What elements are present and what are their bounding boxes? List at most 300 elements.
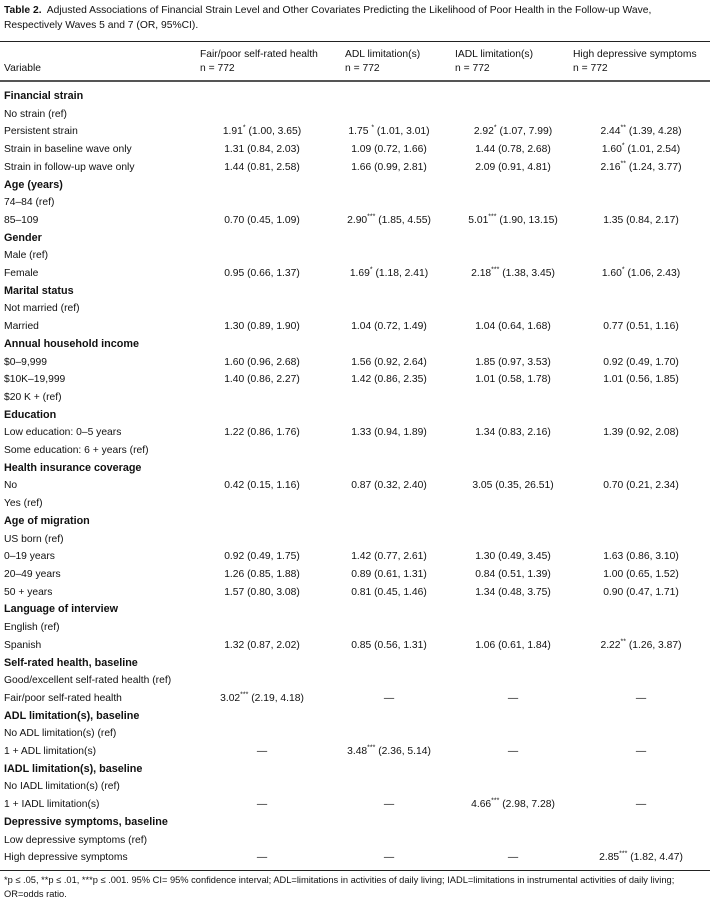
table-row bbox=[0, 778, 710, 796]
section-row bbox=[0, 230, 710, 248]
estimate-cell bbox=[572, 123, 710, 141]
odds-ratio: 3.48 bbox=[347, 746, 368, 758]
estimate-cell bbox=[324, 407, 454, 425]
estimate-cell bbox=[200, 690, 324, 708]
estimate-cell bbox=[454, 548, 572, 566]
estimate-cell bbox=[454, 655, 572, 673]
confidence-interval: (0.81, 2.58) bbox=[247, 161, 300, 173]
confidence-interval: (0.86, 2.27) bbox=[247, 374, 300, 386]
estimate-cell bbox=[454, 336, 572, 354]
confidence-interval: (1.26, 3.87) bbox=[628, 639, 682, 651]
estimate-cell bbox=[200, 708, 324, 726]
variable-label: Strain in follow-up wave only bbox=[4, 161, 135, 173]
estimate-cell bbox=[324, 318, 454, 336]
estimate-cell bbox=[200, 796, 324, 814]
estimate-cell bbox=[572, 407, 710, 425]
estimate-cell bbox=[454, 566, 572, 584]
estimate-cell bbox=[454, 300, 572, 318]
estimate-cell bbox=[200, 389, 324, 407]
odds-ratio: 0.92 bbox=[224, 551, 245, 563]
estimate-cell bbox=[200, 637, 324, 655]
estimate-cell bbox=[572, 442, 710, 460]
estimate-cell bbox=[324, 141, 454, 159]
confidence-interval: (0.86, 1.76) bbox=[247, 427, 300, 439]
estimate-cell bbox=[572, 371, 710, 389]
confidence-interval: (0.32, 2.40) bbox=[374, 480, 427, 492]
section-row bbox=[0, 814, 710, 832]
estimate-cell bbox=[324, 88, 454, 106]
variable-label: Fair/poor self-rated health bbox=[4, 692, 122, 704]
odds-ratio: 1.56 bbox=[351, 356, 372, 368]
variable-label: No bbox=[4, 480, 18, 492]
estimate-cell bbox=[572, 637, 710, 655]
estimate-cell bbox=[200, 247, 324, 265]
odds-ratio: 0.95 bbox=[224, 268, 245, 280]
estimate-cell bbox=[324, 796, 454, 814]
section-heading: Self-rated health, baseline bbox=[4, 656, 138, 669]
odds-ratio: 1.35 bbox=[603, 214, 624, 226]
odds-ratio: 1.34 bbox=[475, 427, 496, 439]
estimate-cell bbox=[454, 106, 572, 124]
estimate-cell bbox=[572, 424, 710, 442]
odds-ratio: 1.66 bbox=[351, 161, 372, 173]
table-row bbox=[0, 690, 710, 708]
estimate-cell bbox=[324, 814, 454, 832]
table-header bbox=[0, 41, 710, 82]
variable-label: Married bbox=[4, 321, 39, 333]
table-row bbox=[0, 619, 710, 637]
table-row bbox=[0, 637, 710, 655]
confidence-interval: (0.85, 1.88) bbox=[247, 568, 300, 580]
estimate-cell bbox=[454, 371, 572, 389]
header-col-adl bbox=[345, 48, 420, 76]
odds-ratio: 1.60 bbox=[224, 356, 245, 368]
odds-ratio: — bbox=[507, 746, 519, 758]
estimate-cell bbox=[200, 761, 324, 779]
estimate-cell bbox=[200, 584, 324, 602]
estimate-cell bbox=[454, 318, 572, 336]
table-row bbox=[0, 531, 710, 549]
estimate-cell bbox=[200, 442, 324, 460]
estimate-cell bbox=[200, 849, 324, 867]
table-row bbox=[0, 725, 710, 743]
estimate-cell bbox=[324, 849, 454, 867]
estimate-cell bbox=[572, 584, 710, 602]
estimate-cell bbox=[200, 424, 324, 442]
estimate-cell bbox=[454, 601, 572, 619]
odds-ratio: 0.90 bbox=[603, 586, 624, 598]
confidence-interval: (0.65, 1.52) bbox=[626, 568, 679, 580]
estimate-cell bbox=[454, 442, 572, 460]
table-row bbox=[0, 354, 710, 372]
estimate-cell bbox=[200, 318, 324, 336]
estimate-cell bbox=[200, 619, 324, 637]
estimate-cell bbox=[572, 725, 710, 743]
estimate-cell bbox=[572, 531, 710, 549]
table-title: Adjusted Associations of Financial Strain Level and Other Covariates Predicting the Likelihood of Poor Health in the Follow-up Wave, Respectively Waves 5 and 7 (OR, 95%CI). bbox=[4, 5, 652, 31]
estimate-cell bbox=[454, 389, 572, 407]
confidence-interval: (0.72, 1.49) bbox=[374, 321, 427, 333]
variable-label: Spanish bbox=[4, 639, 42, 651]
table-row bbox=[0, 566, 710, 584]
odds-ratio: 1.42 bbox=[351, 551, 372, 563]
estimate-cell bbox=[572, 212, 710, 230]
table-row bbox=[0, 389, 710, 407]
section-heading: Language of interview bbox=[4, 603, 118, 616]
estimate-cell bbox=[454, 690, 572, 708]
odds-ratio: 2.90 bbox=[347, 214, 368, 226]
significance-stars: ** bbox=[620, 638, 626, 646]
variable-label: 74–84 (ref) bbox=[4, 197, 55, 209]
odds-ratio: 2.16 bbox=[600, 161, 621, 173]
confidence-interval: (0.91, 4.81) bbox=[498, 161, 551, 173]
confidence-interval: (0.78, 2.68) bbox=[498, 144, 551, 156]
confidence-interval: (1.01, 3.01) bbox=[376, 126, 430, 138]
variable-label: 85–109 bbox=[4, 214, 39, 226]
estimate-cell bbox=[324, 460, 454, 478]
table-row bbox=[0, 442, 710, 460]
estimate-cell bbox=[200, 495, 324, 513]
estimate-cell bbox=[200, 814, 324, 832]
table-row bbox=[0, 477, 710, 495]
odds-ratio: — bbox=[383, 852, 395, 864]
significance-stars: *** bbox=[488, 213, 497, 221]
table-row bbox=[0, 849, 710, 867]
confidence-interval: (0.87, 2.02) bbox=[247, 639, 300, 651]
estimate-cell bbox=[324, 531, 454, 549]
odds-ratio: — bbox=[507, 692, 519, 704]
variable-label: Female bbox=[4, 268, 39, 280]
confidence-interval: (2.19, 4.18) bbox=[251, 692, 304, 704]
confidence-interval: (0.86, 3.10) bbox=[626, 551, 679, 563]
odds-ratio: — bbox=[256, 799, 268, 811]
variable-label: Good/excellent self-rated health (ref) bbox=[4, 675, 172, 687]
estimate-cell bbox=[572, 159, 710, 177]
confidence-interval: (0.66, 1.37) bbox=[247, 268, 300, 280]
significance-stars: * bbox=[369, 266, 373, 274]
estimate-cell bbox=[324, 265, 454, 283]
confidence-interval: (1.00, 3.65) bbox=[248, 126, 302, 138]
table-row bbox=[0, 123, 710, 141]
table-row bbox=[0, 194, 710, 212]
table-row bbox=[0, 796, 710, 814]
odds-ratio: 1.26 bbox=[224, 568, 245, 580]
estimate-cell bbox=[572, 548, 710, 566]
odds-ratio: — bbox=[635, 692, 647, 704]
table-row bbox=[0, 743, 710, 761]
estimate-cell bbox=[324, 672, 454, 690]
odds-ratio: — bbox=[635, 746, 647, 758]
estimate-cell bbox=[454, 159, 572, 177]
estimate-cell bbox=[454, 778, 572, 796]
estimate-cell bbox=[324, 495, 454, 513]
estimate-cell bbox=[572, 796, 710, 814]
estimate-cell bbox=[572, 141, 710, 159]
table-caption bbox=[4, 3, 708, 33]
estimate-cell bbox=[454, 407, 572, 425]
estimate-cell bbox=[572, 566, 710, 584]
odds-ratio: 5.01 bbox=[468, 214, 489, 226]
confidence-interval: (0.77, 2.61) bbox=[374, 551, 427, 563]
estimate-cell bbox=[454, 814, 572, 832]
confidence-interval: (0.49, 1.70) bbox=[626, 356, 679, 368]
confidence-interval: (0.58, 1.78) bbox=[498, 374, 551, 386]
table-row bbox=[0, 672, 710, 690]
significance-stars: *** bbox=[367, 213, 376, 221]
confidence-interval: (1.07, 7.99) bbox=[499, 126, 553, 138]
variable-label: Low depressive symptoms (ref) bbox=[4, 834, 148, 846]
odds-ratio: 3.05 bbox=[472, 480, 493, 492]
variable-label: 1 + ADL limitation(s) bbox=[4, 746, 97, 758]
significance-stars: *** bbox=[240, 691, 249, 699]
odds-ratio: 1.06 bbox=[475, 639, 496, 651]
estimate-cell bbox=[572, 354, 710, 372]
estimate-cell bbox=[324, 123, 454, 141]
significance-stars: * bbox=[493, 124, 497, 132]
estimate-cell bbox=[454, 761, 572, 779]
estimate-cell bbox=[572, 336, 710, 354]
confidence-interval: (0.86, 2.35) bbox=[374, 374, 427, 386]
section-heading: Marital status bbox=[4, 284, 74, 297]
estimate-cell bbox=[324, 584, 454, 602]
estimate-cell bbox=[572, 88, 710, 106]
estimate-cell bbox=[324, 601, 454, 619]
odds-ratio: 0.70 bbox=[603, 480, 624, 492]
table-row bbox=[0, 495, 710, 513]
estimate-cell bbox=[200, 743, 324, 761]
significance-stars: * bbox=[242, 124, 246, 132]
confidence-interval: (0.92, 2.64) bbox=[374, 356, 427, 368]
estimate-cell bbox=[200, 513, 324, 531]
significance-stars: *** bbox=[367, 744, 376, 752]
table-row bbox=[0, 548, 710, 566]
estimate-cell bbox=[324, 389, 454, 407]
odds-ratio: 1.32 bbox=[224, 639, 245, 651]
variable-label: 50 + years bbox=[4, 586, 53, 598]
estimate-cell bbox=[454, 531, 572, 549]
confidence-interval: (0.61, 1.84) bbox=[498, 639, 551, 651]
estimate-cell bbox=[572, 247, 710, 265]
estimate-cell bbox=[200, 194, 324, 212]
confidence-interval: (0.92, 2.08) bbox=[626, 427, 679, 439]
header-col-self-rated-health bbox=[200, 48, 318, 76]
section-row bbox=[0, 708, 710, 726]
table-row bbox=[0, 371, 710, 389]
estimate-cell bbox=[200, 601, 324, 619]
variable-label: No strain (ref) bbox=[4, 108, 67, 120]
estimate-cell bbox=[324, 442, 454, 460]
estimate-cell bbox=[454, 230, 572, 248]
estimate-cell bbox=[200, 300, 324, 318]
odds-ratio: 1.01 bbox=[475, 374, 496, 386]
variable-label: Some education: 6 + years (ref) bbox=[4, 445, 149, 457]
estimate-cell bbox=[324, 708, 454, 726]
estimate-cell bbox=[200, 88, 324, 106]
header-title: ADL limitation(s) bbox=[345, 49, 421, 60]
table-label: Table 2. bbox=[4, 5, 42, 16]
header-col-depressive bbox=[573, 48, 697, 76]
section-row bbox=[0, 336, 710, 354]
odds-ratio: 1.01 bbox=[603, 374, 624, 386]
section-row bbox=[0, 177, 710, 195]
estimate-cell bbox=[454, 141, 572, 159]
estimate-cell bbox=[200, 336, 324, 354]
section-row bbox=[0, 283, 710, 301]
estimate-cell bbox=[572, 177, 710, 195]
confidence-interval: (0.35, 26.51) bbox=[495, 480, 554, 492]
estimate-cell bbox=[324, 354, 454, 372]
odds-ratio: 1.85 bbox=[475, 356, 496, 368]
odds-ratio: 2.09 bbox=[475, 161, 496, 173]
confidence-interval: (1.01, 2.54) bbox=[627, 144, 681, 156]
significance-stars: * bbox=[621, 142, 625, 150]
estimate-cell bbox=[572, 513, 710, 531]
significance-stars: *** bbox=[619, 850, 628, 858]
estimate-cell bbox=[324, 159, 454, 177]
odds-ratio: 0.87 bbox=[351, 480, 372, 492]
estimate-cell bbox=[454, 477, 572, 495]
significance-stars: * bbox=[371, 124, 375, 132]
confidence-interval: (0.80, 3.08) bbox=[247, 586, 300, 598]
confidence-interval: (0.89, 1.90) bbox=[247, 321, 300, 333]
odds-ratio: 0.84 bbox=[475, 568, 496, 580]
section-heading: ADL limitation(s), baseline bbox=[4, 709, 140, 722]
estimate-cell bbox=[572, 106, 710, 124]
estimate-cell bbox=[572, 743, 710, 761]
estimate-cell bbox=[454, 637, 572, 655]
estimate-cell bbox=[324, 477, 454, 495]
confidence-interval: (0.56, 1.31) bbox=[374, 639, 427, 651]
estimate-cell bbox=[454, 832, 572, 850]
estimate-cell bbox=[572, 230, 710, 248]
variable-label: Male (ref) bbox=[4, 250, 49, 262]
odds-ratio: 1.57 bbox=[224, 586, 245, 598]
estimate-cell bbox=[572, 761, 710, 779]
estimate-cell bbox=[200, 460, 324, 478]
estimate-cell bbox=[572, 708, 710, 726]
odds-ratio: 2.92 bbox=[473, 126, 494, 138]
odds-ratio: 4.66 bbox=[471, 799, 492, 811]
estimate-cell bbox=[324, 778, 454, 796]
confidence-interval: (0.84, 2.03) bbox=[247, 144, 300, 156]
odds-ratio: 1.22 bbox=[224, 427, 245, 439]
estimate-cell bbox=[200, 672, 324, 690]
estimate-cell bbox=[572, 601, 710, 619]
confidence-interval: (0.99, 2.81) bbox=[374, 161, 427, 173]
odds-ratio: — bbox=[256, 746, 268, 758]
confidence-interval: (0.45, 1.46) bbox=[374, 586, 427, 598]
estimate-cell bbox=[454, 708, 572, 726]
confidence-interval: (0.84, 2.17) bbox=[626, 214, 679, 226]
confidence-interval: (0.97, 3.53) bbox=[498, 356, 551, 368]
estimate-cell bbox=[324, 761, 454, 779]
significance-stars: ** bbox=[620, 124, 626, 132]
variable-label: High depressive symptoms bbox=[4, 852, 128, 864]
estimate-cell bbox=[572, 460, 710, 478]
confidence-interval: (0.94, 1.89) bbox=[374, 427, 427, 439]
estimate-cell bbox=[200, 177, 324, 195]
confidence-interval: (0.21, 2.34) bbox=[626, 480, 679, 492]
estimate-cell bbox=[324, 566, 454, 584]
estimate-cell bbox=[572, 690, 710, 708]
odds-ratio: 0.42 bbox=[224, 480, 245, 492]
estimate-cell bbox=[324, 283, 454, 301]
estimate-cell bbox=[454, 619, 572, 637]
estimate-cell bbox=[324, 743, 454, 761]
odds-ratio: 2.22 bbox=[600, 639, 621, 651]
section-heading: Financial strain bbox=[4, 90, 84, 102]
odds-ratio: 1.91 bbox=[222, 126, 243, 138]
estimate-cell bbox=[454, 725, 572, 743]
estimate-cell bbox=[572, 194, 710, 212]
estimate-cell bbox=[324, 548, 454, 566]
confidence-interval: (0.49, 1.75) bbox=[247, 551, 300, 563]
estimate-cell bbox=[200, 212, 324, 230]
odds-ratio: 1.42 bbox=[351, 374, 372, 386]
section-row bbox=[0, 460, 710, 478]
confidence-interval: (0.47, 1.71) bbox=[626, 586, 679, 598]
header-title: Fair/poor self-rated health bbox=[200, 49, 318, 60]
estimate-cell bbox=[324, 212, 454, 230]
table-bottom-rule bbox=[0, 870, 710, 871]
significance-stars: *** bbox=[491, 266, 500, 274]
estimate-cell bbox=[200, 566, 324, 584]
estimate-cell bbox=[200, 265, 324, 283]
variable-label: English (ref) bbox=[4, 622, 60, 634]
section-row bbox=[0, 655, 710, 673]
variable-label: $0–9,999 bbox=[4, 356, 47, 368]
odds-ratio: 1.40 bbox=[224, 374, 245, 386]
confidence-interval: (1.82, 4.47) bbox=[630, 852, 683, 864]
estimate-cell bbox=[454, 849, 572, 867]
confidence-interval: (0.51, 1.39) bbox=[498, 568, 551, 580]
confidence-interval: (1.24, 3.77) bbox=[628, 161, 682, 173]
variable-label: Low education: 0–5 years bbox=[4, 427, 122, 439]
section-row bbox=[0, 601, 710, 619]
estimate-cell bbox=[200, 725, 324, 743]
estimate-cell bbox=[200, 832, 324, 850]
estimate-cell bbox=[200, 371, 324, 389]
odds-ratio: 1.31 bbox=[224, 144, 245, 156]
odds-ratio: 2.44 bbox=[600, 126, 621, 138]
estimate-cell bbox=[572, 265, 710, 283]
variable-label: 0–19 years bbox=[4, 551, 55, 563]
section-heading: Education bbox=[4, 408, 57, 421]
header-n: n = 772 bbox=[345, 63, 380, 74]
estimate-cell bbox=[454, 513, 572, 531]
estimate-cell bbox=[454, 584, 572, 602]
table-row bbox=[0, 424, 710, 442]
table-row bbox=[0, 300, 710, 318]
confidence-interval: (0.64, 1.68) bbox=[498, 321, 551, 333]
estimate-cell bbox=[454, 796, 572, 814]
table-row bbox=[0, 318, 710, 336]
significance-stars: *** bbox=[491, 797, 500, 805]
estimate-cell bbox=[454, 424, 572, 442]
variable-label: No IADL limitation(s) (ref) bbox=[4, 781, 120, 793]
odds-ratio: 1.30 bbox=[475, 551, 496, 563]
estimate-cell bbox=[572, 778, 710, 796]
estimate-cell bbox=[572, 619, 710, 637]
confidence-interval: (1.90, 13.15) bbox=[499, 214, 558, 226]
estimate-cell bbox=[324, 690, 454, 708]
section-heading: Annual household income bbox=[4, 337, 139, 350]
estimate-cell bbox=[454, 283, 572, 301]
section-heading: IADL limitation(s), baseline bbox=[4, 762, 143, 775]
odds-ratio: — bbox=[383, 799, 395, 811]
odds-ratio: — bbox=[256, 852, 268, 864]
estimate-cell bbox=[324, 106, 454, 124]
